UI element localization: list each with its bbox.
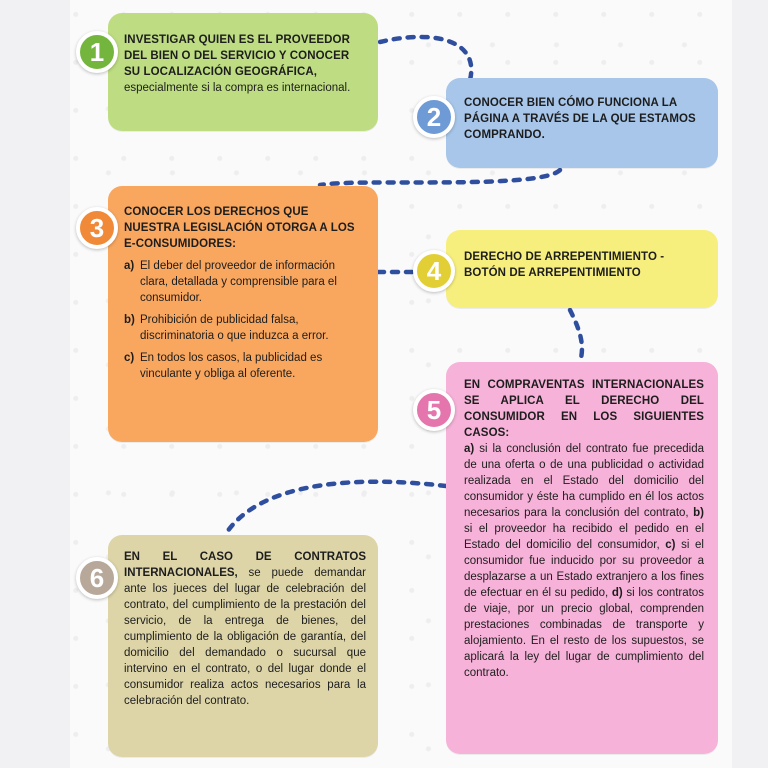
step-5-number-badge: 5	[413, 389, 455, 431]
step-1-card	[108, 13, 378, 131]
step-6-number-badge: 6	[76, 557, 118, 599]
step-1-number-badge: 1	[76, 31, 118, 73]
step-3-rights-list	[124, 258, 364, 382]
item-label: b)	[124, 314, 135, 326]
list-item	[124, 258, 364, 306]
step-1-text: especialmente si la compra es internacional.	[124, 82, 351, 94]
case-label: b)	[693, 507, 704, 519]
connector-4-5	[570, 310, 582, 362]
item-label: c)	[124, 352, 135, 364]
step-2-title: CONOCER BIEN CÓMO FUNCIONA LA PÁGINA A TRAVÉS DE LA QUE ESTAMOS COMPRANDO.	[464, 97, 696, 141]
step-5-text	[464, 441, 704, 681]
list-item	[124, 312, 364, 344]
item-text: El deber del proveedor de información clara, detallada y comprensible para el consumidor.	[140, 260, 337, 304]
step-3-number-badge: 3	[76, 207, 118, 249]
item-label: a)	[124, 260, 135, 272]
connector-2-3	[320, 170, 560, 185]
step-3-card	[108, 186, 378, 442]
step-6-title: EN EL CASO DE CONTRATOS INTERNACIONALES,	[124, 551, 366, 579]
step-2-card	[446, 78, 718, 168]
step-6-body: se puede demandar ante los jueces del lugar de celebración del contrato, del cumplimiento de la prestación del servicio, de la entrega de bienes, del cumplimiento de la obligación de garantía, del domicilio del demandado o sucursal que intervino en el contrato, o del lugar donde el consumidor realiza actos necesarios para la celebración del contrato.	[124, 567, 366, 707]
step-6-text	[124, 549, 366, 709]
step-2-number-badge: 2	[413, 96, 455, 138]
case-text: si el proveedor ha recibido el pedido en el Estado del domicilio del consumidor,	[464, 523, 704, 551]
step-5-title: EN COMPRAVENTAS INTERNACIONALES SE APLICA EL DERECHO DEL CONSUMIDOR EN LOS SIGUIENTES CASOS:	[464, 379, 704, 439]
connector-1-2	[380, 37, 471, 80]
list-item	[124, 350, 364, 382]
step-3-title: CONOCER LOS DERECHOS QUE NUESTRA LEGISLACIÓN OTORGA A LOS E-CONSUMIDORES:	[124, 206, 355, 250]
step-6-card	[108, 535, 378, 757]
step-4-number-badge: 4	[413, 250, 455, 292]
case-text: si la conclusión del contrato fue precedida de una oferta o de una publicidad o actividad realizada en el Estado del domicilio del consumidor y éste ha cumplido en él los actos necesarios para la conclusión del contrato,	[464, 443, 704, 519]
step-5-card	[446, 362, 718, 754]
step-1-title: INVESTIGAR QUIEN ES EL PROVEEDOR DEL BIEN O DEL SERVICIO Y CONOCER SU LOCALIZACIÓN GEOGRÁFICA,	[124, 34, 351, 78]
step-4-card	[446, 230, 718, 308]
case-text: si el consumidor fue inducido por su proveedor a desplazarse a un Estado extranjero a los fines de efectuar en él su pedido,	[464, 539, 704, 599]
item-text: Prohibición de publicidad falsa, discriminatoria o que induzca a error.	[140, 314, 329, 342]
case-label: d)	[611, 587, 623, 599]
step-4-title: DERECHO DE ARREPENTIMIENTO - BOTÓN DE ARREPENTIMIENTO	[464, 251, 665, 279]
case-label: a)	[464, 443, 475, 455]
case-text: si los contratos de viaje, por un precio global, comprenden prestaciones combinadas de transporte y alojamiento. En el resto de los supuestos, se aplicará la ley del lugar de cumplimiento del contrato.	[464, 587, 704, 679]
connector-5-6	[225, 482, 446, 535]
item-text: En todos los casos, la publicidad es vinculante y obliga al oferente.	[140, 352, 323, 380]
case-label: c)	[665, 539, 676, 551]
